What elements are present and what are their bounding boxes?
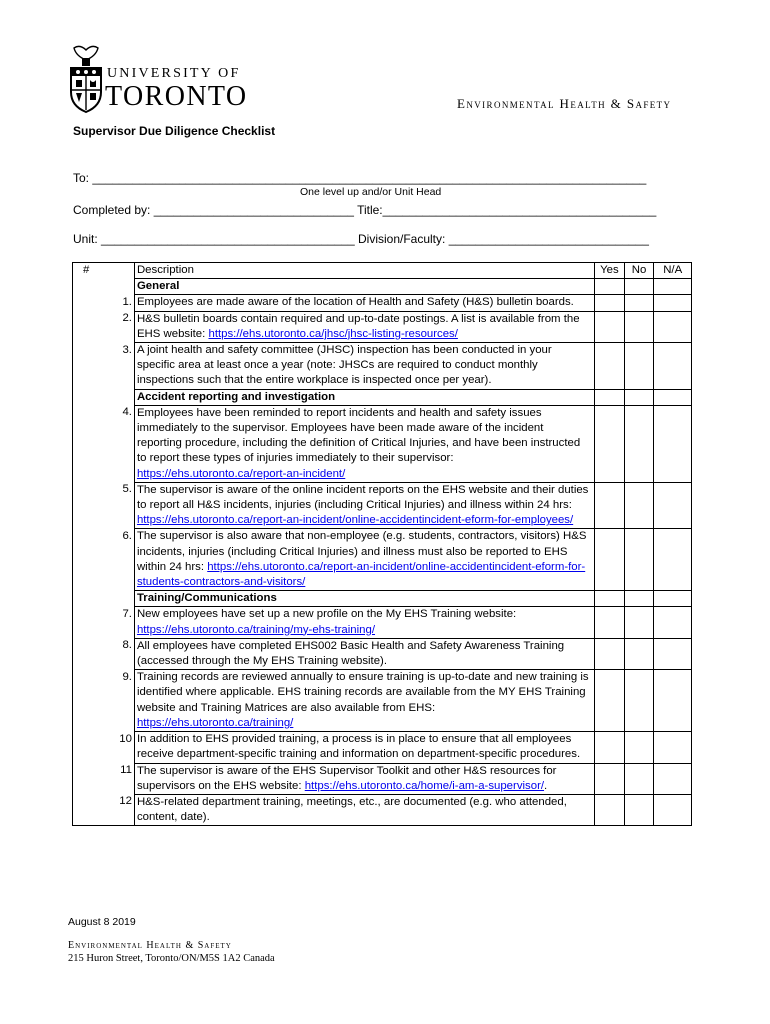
checkbox-na[interactable] [654, 295, 692, 311]
item-description [134, 311, 594, 342]
item-text: The supervisor is aware of the online incident reports on the EHS website and their duties to report all H&S incidents, injuries (including Critical Injuries) and illness within 24 hrs: [136, 483, 589, 512]
item-description [134, 670, 594, 732]
item-link[interactable]: https://ehs.utoronto.ca/report-an-incident/ [136, 467, 346, 480]
checkbox-yes[interactable] [595, 311, 625, 342]
header-na: N/A [654, 263, 692, 279]
title-label: Title: [357, 203, 383, 217]
section-title: General [134, 279, 594, 295]
item-description [134, 638, 594, 669]
section-header-row [73, 389, 692, 405]
checklist-item-row [73, 343, 692, 390]
item-description [134, 529, 594, 591]
item-number: 11 [73, 763, 135, 794]
checkbox-no[interactable] [624, 482, 654, 529]
checkbox-yes[interactable] [595, 343, 625, 390]
university-name-line1: UNIVERSITY OF [107, 66, 241, 81]
checkbox-no[interactable] [624, 311, 654, 342]
checkbox-na[interactable] [654, 607, 692, 638]
item-number: 8. [73, 638, 135, 669]
empty-cell [624, 389, 654, 405]
empty-cell [624, 279, 654, 295]
checkbox-yes[interactable] [595, 732, 625, 763]
checkbox-yes[interactable] [595, 295, 625, 311]
checkbox-no[interactable] [624, 529, 654, 591]
checklist-item-row [73, 763, 692, 794]
section-title: Training/Communications [134, 591, 594, 607]
department-heading: Environmental Health & Safety [457, 96, 672, 111]
footer-department: Environmental Health & Safety [68, 940, 232, 951]
item-text: All employees have completed EHS002 Basic Health and Safety Awareness Training (accessed through the My EHS Training website). [136, 639, 565, 668]
item-description [134, 295, 594, 311]
item-description [134, 343, 594, 390]
item-link[interactable]: https://ehs.utoronto.ca/report-an-incident/online-accidentincident-eform-for-students-contractors-and-visitors/ [136, 560, 586, 589]
completed-by-row [73, 203, 656, 217]
empty-cell [595, 279, 625, 295]
item-description [134, 405, 594, 482]
item-number: 12 [73, 794, 135, 825]
item-number: 3. [73, 343, 135, 390]
document-title: Supervisor Due Diligence Checklist [73, 124, 276, 138]
checkbox-na[interactable] [654, 732, 692, 763]
footer-address: 215 Huron Street, Toronto/ON/M5S 1A2 Canada [68, 953, 275, 964]
checkbox-no[interactable] [624, 794, 654, 825]
section-header-row [73, 279, 692, 295]
item-text: A joint health and safety committee (JHSC) inspection has been conducted in your specific area at least once a year (note: JHSCs are required to conduct monthly inspections such that the entire workplace is inspected once per year). [136, 344, 552, 387]
item-text: Employees are made aware of the location of Health and Safety (H&S) bulletin boards. [136, 296, 574, 309]
checkbox-yes[interactable] [595, 794, 625, 825]
section-number-cell [73, 591, 135, 607]
item-trailing-text: . [544, 779, 548, 792]
header-no: No [624, 263, 654, 279]
checklist-item-row [73, 482, 692, 529]
checkbox-na[interactable] [654, 311, 692, 342]
item-description [134, 732, 594, 763]
item-text: H&S-related department training, meetings, etc., are documented (e.g. who attended, content, date). [136, 795, 567, 824]
checkbox-na[interactable] [654, 794, 692, 825]
checklist-item-row [73, 638, 692, 669]
empty-cell [595, 389, 625, 405]
to-blank: ___________________________________________________________________________________ [92, 171, 647, 185]
checklist-item-row [73, 295, 692, 311]
empty-cell [654, 279, 692, 295]
checklist-item-row [73, 732, 692, 763]
item-number: 7. [73, 607, 135, 638]
header-description: Description [134, 263, 594, 279]
empty-cell [654, 591, 692, 607]
item-text: Employees have been reminded to report incidents and health and safety issues immediately to the supervisor. Employees have been made aware of the incident reporting procedure, including the definition of Critical Injuries, and have been instructed to report these types of injuries immediately to their supervisor: [136, 406, 581, 465]
item-description [134, 763, 594, 794]
checklist-item-row [73, 529, 692, 591]
footer-date: August 8 2019 [68, 916, 136, 928]
checkbox-na[interactable] [654, 670, 692, 732]
empty-cell [595, 591, 625, 607]
checkbox-no[interactable] [624, 670, 654, 732]
section-number-cell [73, 279, 135, 295]
item-description [134, 482, 594, 529]
header-number: # [73, 263, 135, 279]
checkbox-no[interactable] [624, 732, 654, 763]
checkbox-na[interactable] [654, 343, 692, 390]
unit-label: Unit: [73, 232, 98, 246]
checkbox-no[interactable] [624, 607, 654, 638]
item-link[interactable]: https://ehs.utoronto.ca/training/ [136, 716, 294, 729]
item-number: 1. [73, 295, 135, 311]
item-text: Training records are reviewed annually to ensure training is up-to-date and new training is identified where applicable. EHS training records are available from the MY EHS Training website and Training Matrices are also available from EHS: [136, 671, 589, 714]
division-label: Division/Faculty: [357, 232, 446, 246]
unit-blank[interactable]: ______________________________________ [101, 232, 355, 246]
item-link[interactable]: https://ehs.utoronto.ca/home/i-am-a-supervisor/ [304, 779, 545, 792]
checkbox-no[interactable] [624, 763, 654, 794]
table-header-row [73, 263, 692, 279]
checkbox-na[interactable] [654, 529, 692, 591]
university-name-line2: TORONTO [105, 81, 248, 112]
item-description [134, 607, 594, 638]
item-number: 4. [73, 405, 135, 482]
item-text: The supervisor is aware of the EHS Supervisor Toolkit and other H&S resources for supervisors on the EHS website: [136, 764, 557, 792]
unit-row [73, 232, 649, 246]
checkbox-no[interactable] [624, 343, 654, 390]
checkbox-na[interactable] [654, 405, 692, 482]
checklist-item-row [73, 670, 692, 732]
item-number: 10 [73, 732, 135, 763]
item-text: In addition to EHS provided training, a process is in place to ensure that all employees receive department-specific training and information on department-specific procedures. [136, 733, 581, 761]
item-text: H&S bulletin boards contain required and up-to-date postings. A list is available from the EHS website: [136, 312, 580, 340]
to-hint: One level up and/or Unit Head [300, 186, 442, 198]
section-header-row [73, 591, 692, 607]
checkbox-yes[interactable] [595, 670, 625, 732]
item-number: 2. [73, 311, 135, 342]
checkbox-yes[interactable] [595, 529, 625, 591]
to-field[interactable] [73, 171, 646, 185]
to-label: To: [73, 171, 90, 185]
section-number-cell [73, 389, 135, 405]
checkbox-yes[interactable] [595, 638, 625, 669]
empty-cell [624, 591, 654, 607]
item-text: The supervisor is also aware that non-employee (e.g. students, contractors, visitors) H&S incidents, injuries (including Critical Injuries) and illness must also be reported to EHS within 24 hrs: [136, 530, 587, 573]
checkbox-na[interactable] [654, 638, 692, 669]
checklist-item-row [73, 607, 692, 638]
item-link[interactable]: https://ehs.utoronto.ca/jhsc/jhsc-listing-resources/ [208, 327, 458, 340]
checkbox-yes[interactable] [595, 763, 625, 794]
checkbox-yes[interactable] [595, 607, 625, 638]
checkbox-no[interactable] [624, 295, 654, 311]
item-link[interactable]: https://ehs.utoronto.ca/training/my-ehs-training/ [136, 623, 375, 636]
item-number: 6. [73, 529, 135, 591]
checkbox-yes[interactable] [595, 482, 625, 529]
item-description [134, 794, 594, 825]
item-link[interactable]: https://ehs.utoronto.ca/report-an-incident/online-accidentincident-eform-for-employees/ [136, 514, 574, 527]
checklist-item-row [73, 794, 692, 825]
checkbox-yes[interactable] [595, 405, 625, 482]
title-blank[interactable]: _________________________________________ [382, 203, 657, 217]
section-title: Accident reporting and investigation [134, 389, 594, 405]
completed-by-blank[interactable]: ______________________________ [153, 203, 354, 217]
item-number: 5. [73, 482, 135, 529]
checkbox-no[interactable] [624, 638, 654, 669]
division-blank[interactable]: ______________________________ [448, 232, 649, 246]
checklist-item-row [73, 311, 692, 342]
completed-by-label: Completed by: [73, 203, 151, 217]
empty-cell [654, 389, 692, 405]
checkbox-na[interactable] [654, 482, 692, 529]
checklist-item-row [73, 405, 692, 482]
checklist-table [72, 262, 692, 826]
checkbox-no[interactable] [624, 405, 654, 482]
university-crest-icon [66, 44, 106, 116]
item-number: 9. [73, 670, 135, 732]
checkbox-na[interactable] [654, 763, 692, 794]
item-text: New employees have set up a new profile on the My EHS Training website: [136, 608, 517, 621]
header-yes: Yes [595, 263, 625, 279]
